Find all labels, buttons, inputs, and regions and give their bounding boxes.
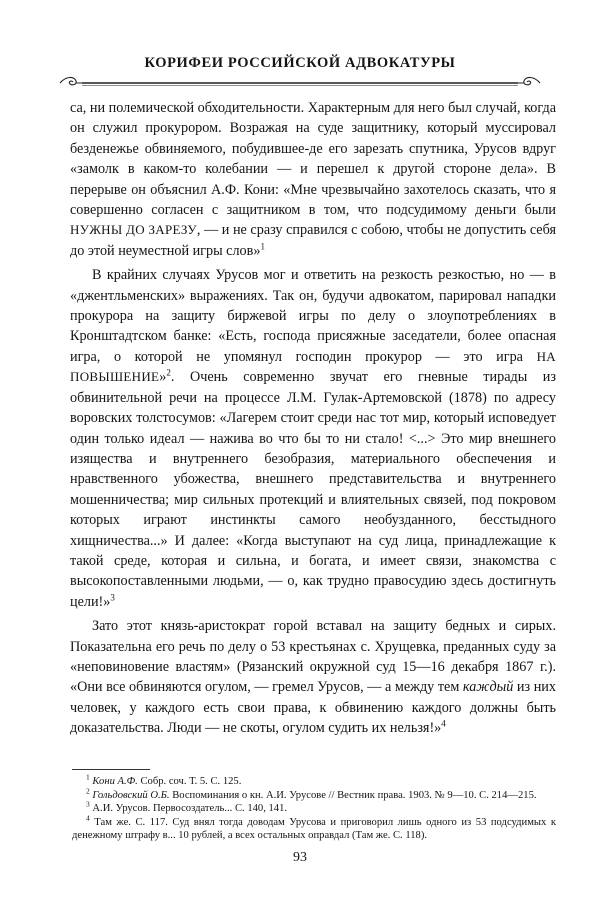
paragraph-1-text-b: , — и не сразу справился с собою, чтобы не допустить себя до этой неуместной игры слов»	[70, 222, 556, 259]
paragraph-2-text-a: В крайних случаях Урусов мог и ответить на резкость резкостью, но — в «джентльменских» выражениях. Так он, будучи адвокатом, парировал нападки прокурора на защиту биржевой игры по делу о злоупотреблениях в Кронштадтском банке: «Есть, господа присяжные заседатели, более опасная игра, о которой не упомянул господин прокурор — это игра	[70, 267, 556, 365]
paragraph-1	[70, 98, 556, 261]
header-ornament-rule	[58, 75, 542, 89]
footnote-ref-1: 1	[260, 241, 265, 252]
paragraph-2-text-b: »	[159, 369, 167, 386]
running-header: КОРИФЕИ РОССИЙСКОЙ АДВОКАТУРЫ	[144, 55, 456, 71]
footnote-author: Кони А.Ф.	[92, 776, 138, 787]
footnote-author: Гольдовский О.Б.	[92, 789, 170, 801]
footnote-number: 3	[86, 799, 90, 809]
paragraph-1-caps: НУЖНЫ ДО ЗАРЕЗУ	[70, 222, 197, 238]
footnote-text: А.И. Урусов. Первосоздатель... С. 140, 141.	[89, 803, 288, 815]
footnote-ref-2: 2	[166, 367, 171, 378]
footnote-1	[72, 772, 556, 789]
paragraph-3	[70, 616, 556, 738]
paragraph-2	[70, 265, 556, 612]
footnote-number: 1	[86, 772, 90, 782]
footnote-number: 4	[86, 813, 90, 823]
footnote-3	[72, 799, 556, 816]
footnote-4	[72, 813, 556, 843]
footnote-ref-4: 4	[441, 718, 446, 729]
footnote-text: Собр. соч. Т. 5. С. 125.	[137, 776, 242, 787]
footnote-ref-3: 3	[110, 592, 115, 603]
footnote-2	[72, 786, 556, 803]
paragraph-2-caps: НА ПОВЫШЕНИЕ	[70, 348, 556, 385]
footnotes	[72, 772, 556, 843]
footnote-separator	[72, 769, 150, 770]
page-number: 93	[293, 850, 307, 865]
paragraph-3-italic: каждый	[462, 679, 514, 696]
paragraph-2-text-c: . Очень современно звучат его гневные тирады из обвинительной речи на процессе Л.М. Гулак-Артемовской (1878) по адресу воровских толстосумов: «Лагерем стоит среди нас тот мир, который исповедует один только идеал — нажива во что бы то ни стало! <...> Это мир внешнего изящества и внутреннего безобразия, материального обеспечения и нравственного убожества, внешнего представительства и внутреннего мошенничества; мир сильных протекций и влиятельных связей, под покровом которых играют инстинкты самого необузданного, бесстыдного хищничества...» И далее: «Когда выступают на суд лица, принадлежащие к такой среде, которая и сильна, и богата, и имеет связи, знакомства с высокопоставленными людьми, — о, как трудно правосудию здесь достигнуть цели!»	[70, 369, 556, 610]
footnote-text: Воспоминания о кн. А.И. Урусове // Вестник права. 1903. № 9—10. С. 214—215.	[169, 789, 537, 801]
paragraph-1-text-a: са, ни полемической обходительности. Характерным для него был случай, когда он служил прокурором. Возражая на суде защитнику, который муссировал безденежье обвиняемого, побудившее-де его зарезать спутника, Урусов вдруг «замолк в каком-то колебании — и перешел к другой стороне дела». В перерыве он объяснил А.Ф. Кони: «Мне чрезвычайно захотелось сказать, что я совершенно согласен с защитником в том, что подсудимому деньги были	[70, 100, 556, 219]
footnote-number: 2	[86, 786, 90, 796]
paragraph-3-text-b: из них человек, у каждого есть свои права, к обвинению каждого должны быть доказательства. Люди — не скоты, огулом судить их нельзя!»	[70, 679, 556, 737]
paragraph-3-text-a: Зато этот князь-аристократ горой вставал на защиту бедных и сирых. Показательна его речь по делу о 53 крестьянах с. Хрущевка, преданных суду за «неповиновение властям» (Рязанский окружной суд 15—16 декабря 1867 г.). «Они все обвиняются огулом, — гремел Урусов, — а между тем	[70, 618, 556, 696]
main-text	[70, 98, 556, 739]
footnote-text: Там же. С. 117. Суд внял тогда доводам Урусова и приговорил лишь одного из 53 подсудимых к денежному штрафу в... 10 рублей, а всех остальных оправдал (Там же. С. 118).	[72, 816, 556, 842]
